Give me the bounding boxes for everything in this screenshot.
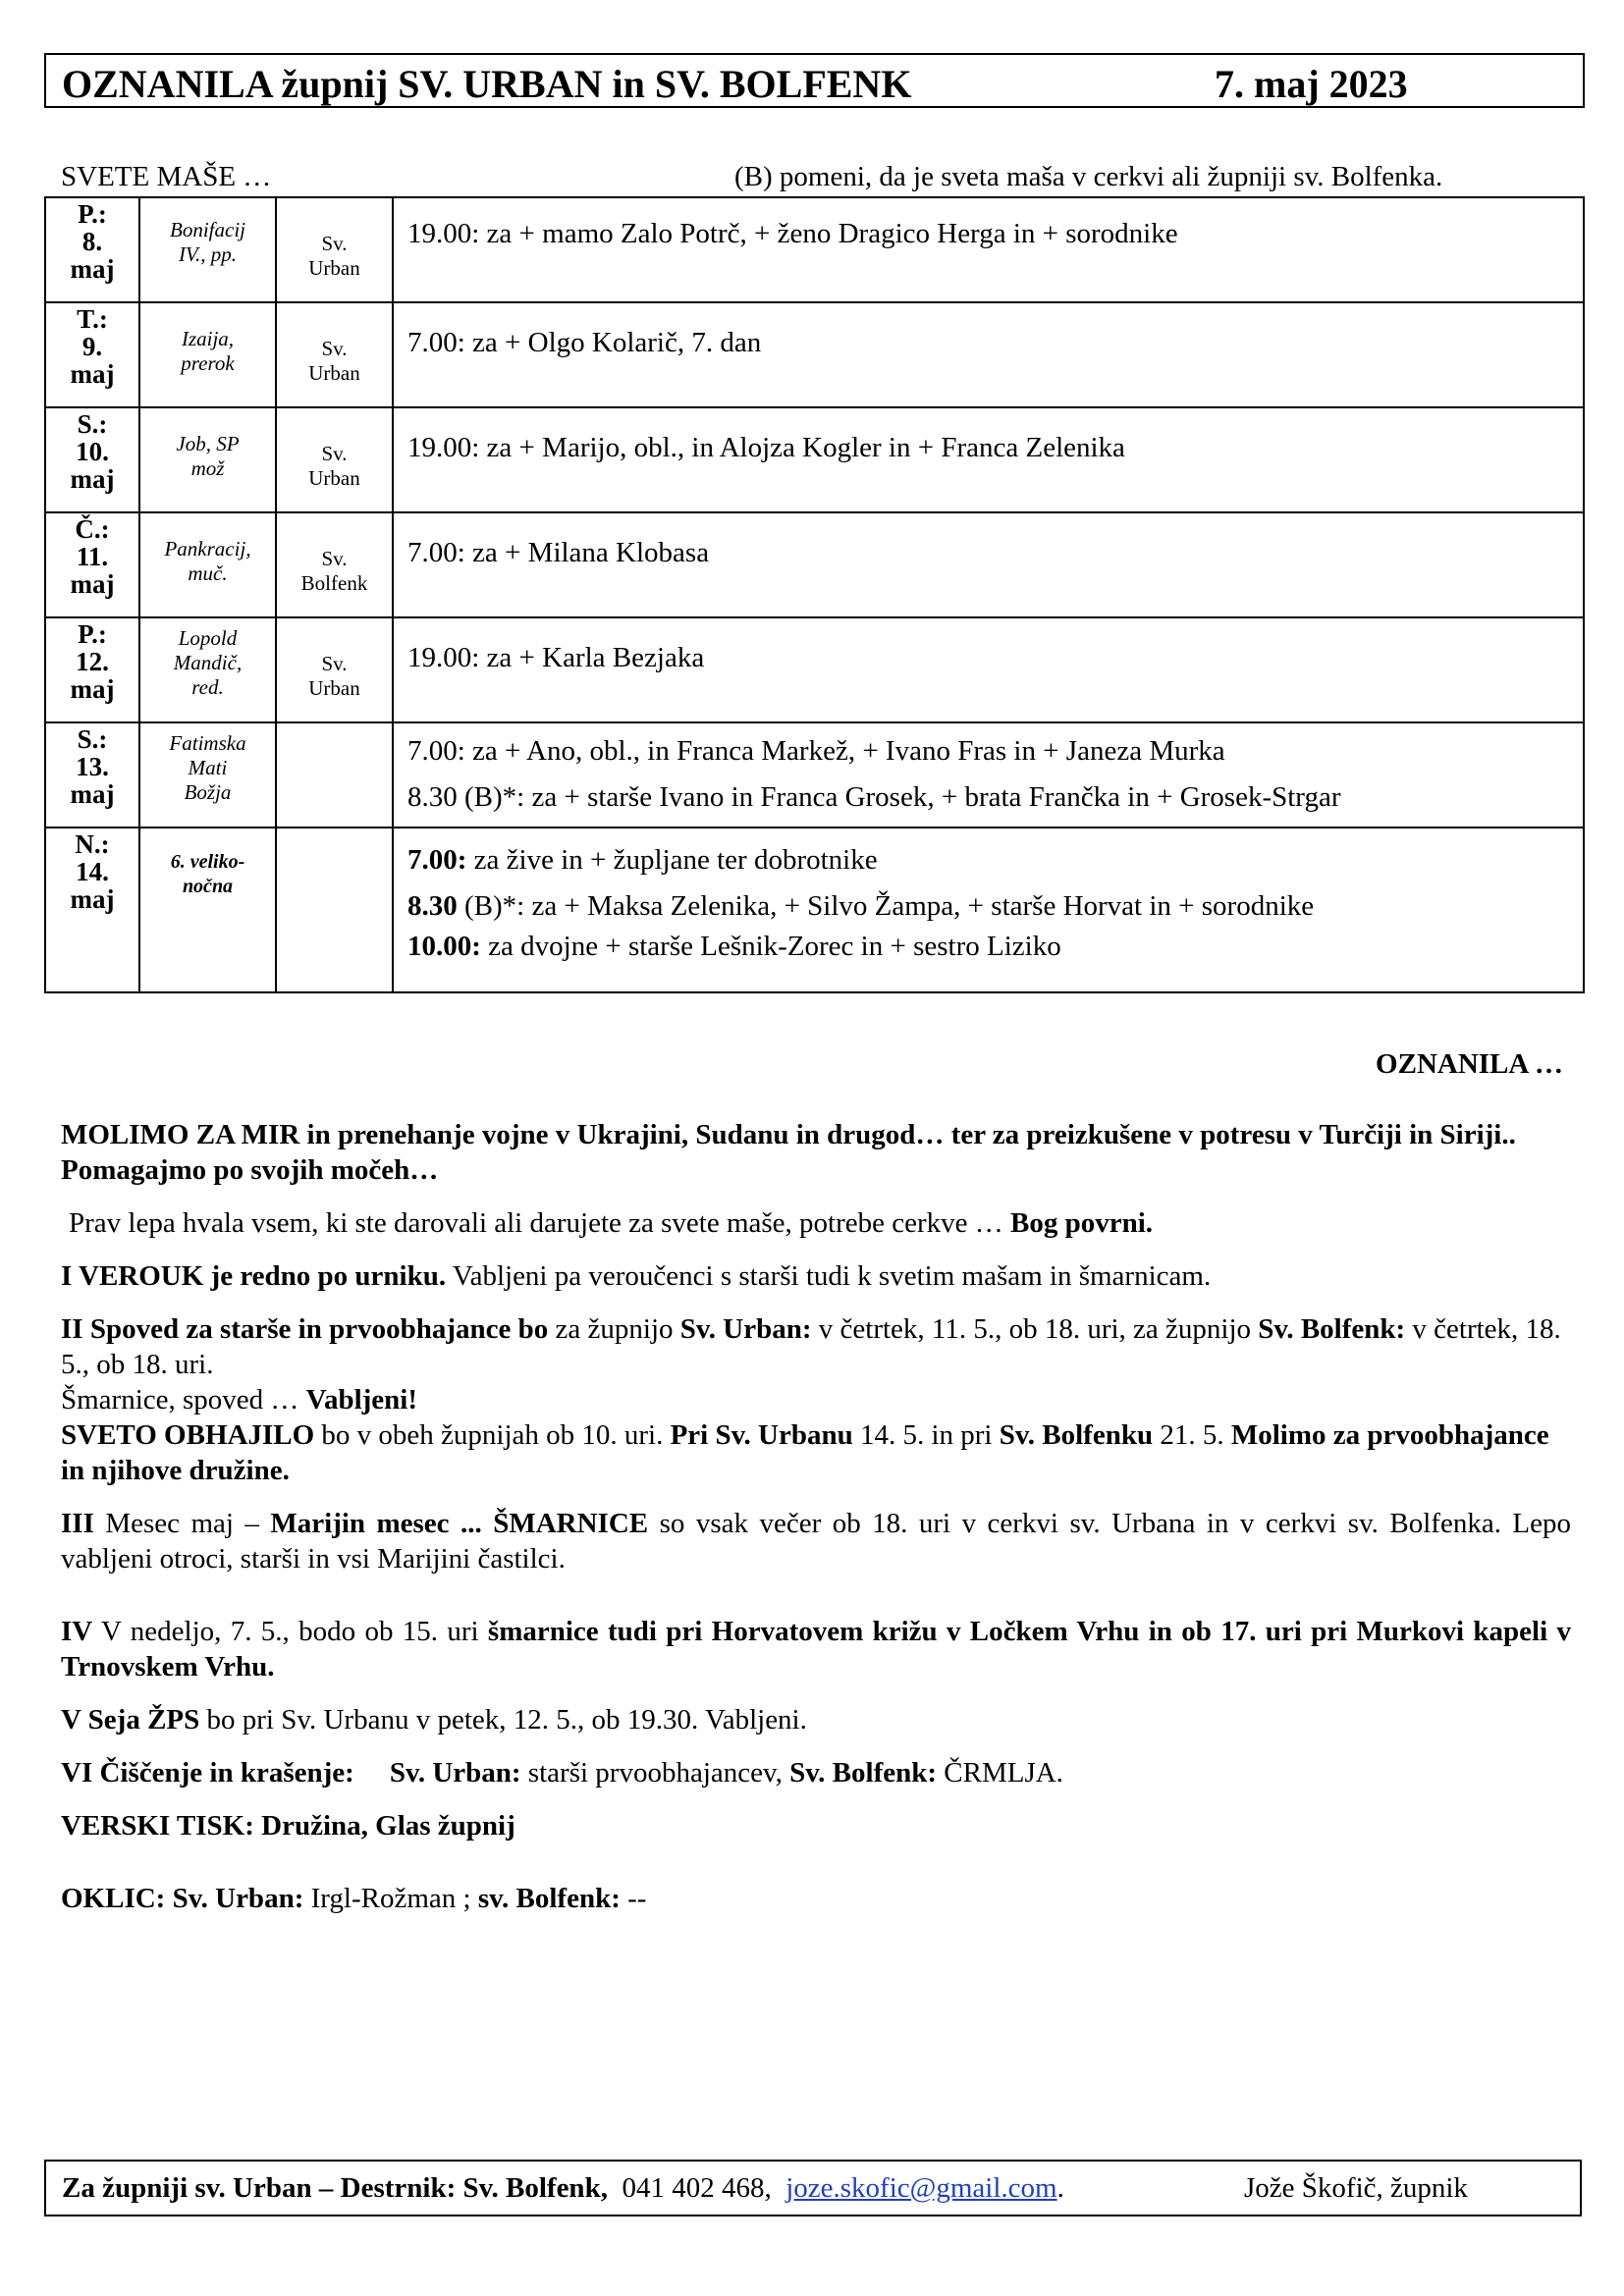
mass-intention-line: 8.30 (B)*: za + Maksa Zelenika, + Silvo Žampa, + starše Horvat in + sorodnike	[407, 890, 1315, 922]
mass-intention-line: 19.00: za + mamo Zalo Potrč, + ženo Dragico Herga in + sorodnike	[407, 218, 1178, 249]
peace-prayer: MOLIMO ZA MIR in prenehanje vojne v Ukrajini, Sudanu in drugod… ter za preizkušene v potresu v Turčiji in Siriji.. Pomagajmo po svojih močeh…	[61, 1119, 1516, 1186]
saint-of-day: Bonifacij IV., pp.	[139, 197, 276, 302]
announcement-i: I VEROUK je redno po urniku. Vabljeni pa veroučenci s starši tudi k svetim mašam in šmarnicam.	[61, 1260, 1212, 1292]
mass-intentions	[393, 828, 1584, 992]
announcements-heading: OZNANILA …	[1376, 1048, 1563, 1080]
mass-intentions	[393, 407, 1584, 512]
email-link[interactable]: joze.skofic@gmail.com	[785, 2172, 1057, 2204]
mass-intention-line: 7.00: za žive in + župljane ter dobrotnike	[407, 844, 878, 876]
saint-of-day: Fatimska Mati Božja	[139, 722, 276, 828]
mass-day: P.: 8. maj	[45, 197, 139, 302]
mass-day: N.: 14. maj	[45, 828, 139, 992]
mass-location: Sv. Urban	[276, 197, 393, 302]
marriage-banns: OKLIC: Sv. Urban: Irgl-Rožman ; sv. Bolfenk: --	[61, 1883, 647, 1914]
mass-row	[45, 828, 1584, 992]
mass-location: Sv. Bolfenk	[276, 512, 393, 617]
announcement-ii: II Spoved za starše in prvoobhajance bo za župnijo Sv. Urban: v četrtek, 11. 5., ob 18. uri, za župnijo Sv. Bolfenk: v četrtek, 18. 5., ob 18. uri.	[61, 1313, 1561, 1380]
mass-intentions	[393, 512, 1584, 617]
bulletin-date: 7. maj 2023	[1215, 62, 1408, 106]
mass-schedule-table	[44, 196, 1585, 993]
mass-intention-line: 8.30 (B)*: za + starše Ivano in Franca Grosek, + brata Frančka in + Grosek-Strgar	[407, 781, 1341, 813]
thanks-note: Prav lepa hvala vsem, ki ste darovali ali darujete za svete maše, potrebe cerkve … Bog povrni.	[69, 1207, 1154, 1239]
mass-location: Sv. Urban	[276, 617, 393, 722]
announcements	[61, 1117, 1571, 1916]
mass-intentions	[393, 302, 1584, 407]
mass-day: P.: 12. maj	[45, 617, 139, 722]
mass-row	[45, 302, 1584, 407]
mass-row	[45, 722, 1584, 828]
smarnice-confession: Šmarnice, spoved … Vabljeni!	[61, 1384, 418, 1415]
mass-row	[45, 512, 1584, 617]
mass-day: Č.: 11. maj	[45, 512, 139, 617]
saint-of-day: Lopold Mandič, red.	[139, 617, 276, 722]
announcement-iii: III Mesec maj – Marijin mesec ... ŠMARNICE so vsak večer ob 18. uri v cerkvi sv. Urbana in v cerkvi sv. Bolfenka. Lepo vabljeni otroci, starši in vsi Marijini častilci.	[61, 1508, 1572, 1575]
mass-intention-line: 7.00: za + Olgo Kolarič, 7. dan	[407, 327, 762, 358]
mass-intention-line: 7.00: za + Ano, obl., in Franca Markež, + Ivano Fras in + Janeza Murka	[407, 735, 1225, 767]
footer-contact: Za župniji sv. Urban – Destrnik: Sv. Bolfenk, 041 402 468, joze.skofic@gmail.com.	[62, 2172, 1064, 2204]
saint-of-day: Izaija, prerok	[139, 302, 276, 407]
pastor-name: Jože Škofič, župnik	[1244, 2172, 1468, 2204]
footer-box	[44, 2160, 1582, 2216]
mass-intention-line: 7.00: za + Milana Klobasa	[407, 537, 710, 568]
masses-section-label: SVETE MAŠE …	[61, 161, 272, 192]
mass-intention-line: 10.00: za dvojne + starše Lešnik-Zorec in + sestro Liziko	[407, 931, 1061, 962]
mass-row	[45, 197, 1584, 302]
title-box	[44, 53, 1585, 108]
mass-intentions	[393, 722, 1584, 828]
mass-intention-line: 19.00: za + Marijo, obl., in Alojza Kogler in + Franca Zelenika	[407, 432, 1125, 463]
mass-day: S.: 13. maj	[45, 722, 139, 828]
saint-of-day: Pankracij, muč.	[139, 512, 276, 617]
religious-press: VERSKI TISK: Družina, Glas župnij	[61, 1810, 515, 1842]
saint-of-day: Job, SP mož	[139, 407, 276, 512]
saint-of-day: 6. veliko- nočna	[139, 828, 276, 992]
page-title: OZNANILA župnij SV. URBAN in SV. BOLFENK	[62, 62, 912, 106]
mass-location: Sv. Urban	[276, 302, 393, 407]
mass-location	[276, 722, 393, 828]
mass-intention-line: 19.00: za + Karla Bezjaka	[407, 642, 705, 673]
mass-intentions	[393, 197, 1584, 302]
announcement-v: V Seja ŽPS bo pri Sv. Urbanu v petek, 12. 5., ob 19.30. Vabljeni.	[61, 1704, 807, 1735]
mass-row	[45, 407, 1584, 512]
mass-location	[276, 828, 393, 992]
announcement-vi: VI Čiščenje in krašenje: Sv. Urban: starši prvoobhajancev, Sv. Bolfenk: ČRMLJA.	[61, 1757, 1063, 1789]
mass-intentions	[393, 617, 1584, 722]
masses-note: (B) pomeni, da je sveta maša v cerkvi ali župniji sv. Bolfenka.	[734, 161, 1443, 192]
mass-day: T.: 9. maj	[45, 302, 139, 407]
mass-location: Sv. Urban	[276, 407, 393, 512]
announcement-iv: IV V nedeljo, 7. 5., bodo ob 15. uri šmarnice tudi pri Horvatovem križu v Ločkem Vrhu in ob 17. uri pri Murkovi kapeli v Trnovskem Vrhu.	[61, 1616, 1571, 1682]
first-communion: SVETO OBHAJILO bo v obeh župnijah ob 10. uri. Pri Sv. Urbanu 14. 5. in pri Sv. Bolfenku 21. 5. Molimo za prvoobhajance in njihove družine.	[61, 1419, 1549, 1486]
mass-row	[45, 617, 1584, 722]
mass-day: S.: 10. maj	[45, 407, 139, 512]
